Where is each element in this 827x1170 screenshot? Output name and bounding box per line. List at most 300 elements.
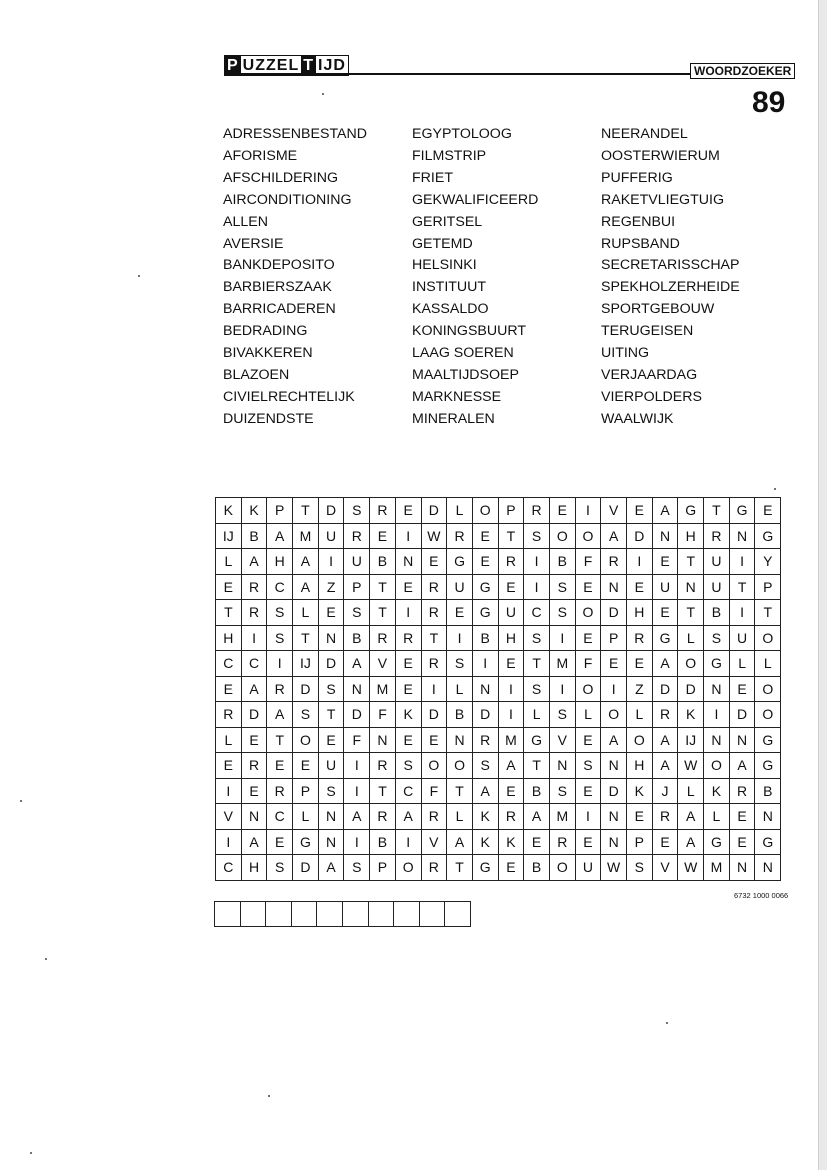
word-list-item: PUFFERIG [601,169,673,186]
scan-speck [20,800,22,802]
grid-row [216,727,781,753]
grid-cell: O [704,753,730,779]
grid-row [216,523,781,549]
grid-cell: L [293,804,319,830]
grid-cell: E [216,676,242,702]
grid-cell: R [370,498,396,524]
grid-cell: N [755,855,781,881]
answer-box[interactable] [445,902,471,927]
word-list-column-3 [601,124,740,431]
grid-cell: D [421,498,447,524]
grid-cell: E [729,804,755,830]
grid-cell: R [421,804,447,830]
grid-cell: I [395,829,421,855]
answer-box[interactable] [368,902,394,927]
grid-cell: L [575,702,601,728]
grid-cell: P [293,778,319,804]
grid-cell: M [498,727,524,753]
grid-cell: P [627,829,653,855]
grid-cell: D [293,855,319,881]
grid-cell: R [241,574,267,600]
grid-cell: L [447,676,473,702]
grid-cell: A [498,753,524,779]
brand-text-uzzel: UZZEL [242,56,300,74]
grid-cell: R [421,600,447,626]
grid-cell: B [524,778,550,804]
grid-cell: U [652,574,678,600]
grid-cell: G [704,829,730,855]
grid-cell: D [652,676,678,702]
word-list-item: MARKNESSE [412,388,502,405]
grid-cell: I [498,702,524,728]
word-list-item: DUIZENDSTE [223,410,314,427]
grid-cell: R [421,651,447,677]
word-list-item: HELSINKI [412,257,477,274]
grid-cell: R [601,549,627,575]
word-list-item: RAKETVLIEGTUIG [601,191,724,208]
grid-cell: N [652,523,678,549]
grid-cell: S [524,523,550,549]
answer-box[interactable] [215,902,241,927]
grid-cell: N [601,574,627,600]
grid-cell: O [755,676,781,702]
grid-row [216,804,781,830]
grid-cell: IJ [678,727,704,753]
grid-cell: I [575,498,601,524]
grid-cell: R [370,753,396,779]
grid-cell: N [601,804,627,830]
grid-cell: E [241,727,267,753]
scan-speck [666,1022,668,1024]
grid-cell: L [216,549,242,575]
grid-cell: I [344,829,370,855]
grid-cell: E [627,651,653,677]
grid-cell: N [395,549,421,575]
grid-cell: T [447,778,473,804]
grid-cell: S [344,600,370,626]
grid-cell: K [498,829,524,855]
grid-cell: E [575,727,601,753]
grid-cell: I [421,676,447,702]
grid-cell: H [627,753,653,779]
grid-cell: E [575,829,601,855]
grid-cell: E [370,523,396,549]
grid-cell: O [395,855,421,881]
grid-cell: N [601,753,627,779]
grid-cell: B [344,625,370,651]
word-list-item: GETEMD [412,235,473,252]
word-list-item: FRIET [412,169,453,186]
word-list-item: SPORTGEBOUW [601,301,715,318]
grid-cell: S [704,625,730,651]
grid-cell: C [524,600,550,626]
grid-cell: Y [755,549,781,575]
grid-cell: T [447,855,473,881]
word-list-item: VERJAARDAG [601,366,698,383]
grid-cell: S [267,600,293,626]
grid-cell: U [704,574,730,600]
grid-cell: H [267,549,293,575]
grid-cell: IJ [216,523,242,549]
grid-cell: G [472,574,498,600]
grid-cell: Z [627,676,653,702]
grid-cell: W [678,855,704,881]
grid-cell: E [395,498,421,524]
grid-cell: D [472,702,498,728]
grid-cell: H [216,625,242,651]
grid-cell: G [652,625,678,651]
grid-cell: D [293,676,319,702]
grid-cell: P [370,855,396,881]
grid-cell: I [524,574,550,600]
grid-cell: I [395,600,421,626]
grid-cell: N [241,804,267,830]
grid-cell: H [678,523,704,549]
grid-cell: C [267,804,293,830]
grid-cell: E [729,829,755,855]
grid-cell: I [241,625,267,651]
grid-cell: G [755,829,781,855]
grid-cell: B [472,625,498,651]
grid-cell: E [498,574,524,600]
scan-speck [138,275,140,277]
grid-cell: A [293,549,319,575]
scan-speck [268,1095,270,1097]
grid-cell: E [293,753,319,779]
grid-cell: E [421,727,447,753]
grid-cell: A [678,804,704,830]
grid-cell: E [549,498,575,524]
grid-cell: L [729,651,755,677]
grid-cell: N [318,829,344,855]
grid-cell: G [755,753,781,779]
grid-cell: D [601,778,627,804]
grid-cell: L [755,651,781,677]
grid-cell: R [395,625,421,651]
grid-cell: T [755,600,781,626]
answer-boxes [214,901,471,927]
grid-cell: B [549,549,575,575]
scan-speck [30,1152,32,1154]
grid-cell: N [729,727,755,753]
grid-cell: K [627,778,653,804]
grid-cell: R [267,778,293,804]
grid-cell: T [293,625,319,651]
answer-box[interactable] [266,902,292,927]
word-list-item: REGENBUI [601,213,676,230]
grid-cell: Z [318,574,344,600]
grid-cell: D [241,702,267,728]
grid-cell: E [575,625,601,651]
grid-cell: U [318,753,344,779]
word-list-item: SPEKHOLZERHEIDE [601,279,740,296]
grid-cell: E [627,804,653,830]
grid-cell: T [370,574,396,600]
grid-cell: R [370,804,396,830]
grid-cell: E [395,676,421,702]
grid-cell: L [447,498,473,524]
grid-cell: N [755,804,781,830]
word-list-item: BANKDEPOSITO [223,257,335,274]
grid-cell: F [575,549,601,575]
grid-cell: A [344,651,370,677]
word-list-item: VIERPOLDERS [601,388,702,405]
grid-cell: R [524,498,550,524]
grid-cell: A [729,753,755,779]
answer-box[interactable] [291,902,317,927]
grid-cell: I [627,549,653,575]
grid-cell: A [267,523,293,549]
grid-row [216,574,781,600]
grid-cell: N [729,523,755,549]
grid-cell: R [216,702,242,728]
grid-cell: E [652,549,678,575]
grid-cell: E [318,727,344,753]
grid-cell: A [524,804,550,830]
grid-cell: G [472,855,498,881]
word-list-item: AVERSIE [223,235,284,252]
grid-cell: T [704,498,730,524]
grid-cell: E [498,855,524,881]
grid-cell: R [652,804,678,830]
answer-box[interactable] [317,902,343,927]
grid-cell: I [729,600,755,626]
brand-text-ijd: IJD [318,56,346,74]
grid-cell: T [370,600,396,626]
grid-cell: P [601,625,627,651]
grid-cell: R [344,523,370,549]
grid-cell: U [318,523,344,549]
answer-box[interactable] [240,902,266,927]
grid-cell: R [627,625,653,651]
grid-cell: K [472,804,498,830]
grid-cell: I [575,804,601,830]
word-list-item: GERITSEL [412,213,483,230]
grid-cell: O [755,625,781,651]
grid-cell: N [549,753,575,779]
grid-cell: B [704,600,730,626]
grid-cell: V [216,804,242,830]
grid-row [216,651,781,677]
grid-cell: B [370,549,396,575]
grid-cell: I [729,549,755,575]
grid-cell: T [293,498,319,524]
grid-cell: V [421,829,447,855]
word-list-item: BLAZOEN [223,366,290,383]
grid-cell: I [267,651,293,677]
word-list-item: MAALTIJDSOEP [412,366,519,383]
grid-row [216,778,781,804]
brand-letter-p: P [227,56,239,74]
grid-cell: G [524,727,550,753]
grid-cell: O [575,523,601,549]
grid-cell: A [601,727,627,753]
grid-cell: L [216,727,242,753]
grid-cell: M [549,651,575,677]
grid-cell: E [627,498,653,524]
answer-box[interactable] [342,902,368,927]
grid-row [216,625,781,651]
word-list-item: NEERANDEL [601,126,688,142]
grid-cell: T [421,625,447,651]
grid-cell: E [575,778,601,804]
grid-cell: D [318,651,344,677]
word-list-item: TERUGEISEN [601,323,694,340]
grid-cell: G [704,651,730,677]
word-list-column-1 [223,124,367,431]
answer-box[interactable] [419,902,445,927]
grid-row [216,676,781,702]
grid-row [216,855,781,881]
grid-cell: I [318,549,344,575]
grid-cell: A [652,727,678,753]
grid-cell: R [241,753,267,779]
grid-cell: E [575,574,601,600]
grid-cell: I [344,753,370,779]
grid-cell: A [267,702,293,728]
word-list-column-2 [412,124,538,431]
grid-cell: T [370,778,396,804]
grid-cell: R [498,804,524,830]
grid-cell: U [498,600,524,626]
grid-cell: N [370,727,396,753]
grid-cell: U [344,549,370,575]
word-list-item: SECRETARISSCHAP [601,257,740,274]
grid-cell: K [472,829,498,855]
word-list-item: BEDRADING [223,323,308,340]
grid-cell: G [447,549,473,575]
grid-cell: E [267,753,293,779]
grid-cell: E [395,727,421,753]
grid-cell: N [678,574,704,600]
grid-cell: P [344,574,370,600]
grid-cell: N [704,727,730,753]
grid-cell: E [601,651,627,677]
grid-cell: L [447,804,473,830]
grid-cell: V [601,498,627,524]
word-list-item: GEKWALIFICEERD [412,191,539,208]
answer-box[interactable] [394,902,420,927]
grid-cell: E [395,651,421,677]
word-list-item: BARRICADEREN [223,301,336,318]
grid-cell: R [421,574,447,600]
grid-cell: S [524,625,550,651]
grid-cell: R [729,778,755,804]
grid-cell: A [652,498,678,524]
grid-cell: S [549,702,575,728]
grid-cell: E [395,574,421,600]
grid-cell: T [678,549,704,575]
grid-cell: N [447,727,473,753]
grid-cell: K [704,778,730,804]
grid-cell: T [216,600,242,626]
grid-cell: O [575,600,601,626]
grid-cell: R [370,625,396,651]
grid-cell: A [293,574,319,600]
grid-cell: S [627,855,653,881]
grid-cell: I [472,651,498,677]
grid-cell: E [216,753,242,779]
grid-cell: I [344,778,370,804]
grid-cell: E [652,600,678,626]
grid-cell: S [395,753,421,779]
grid-cell: N [472,676,498,702]
puzzle-type-label: WOORDZOEKER [690,63,795,79]
word-list-item: BIVAKKEREN [223,345,313,362]
grid-cell: H [241,855,267,881]
grid-cell: U [575,855,601,881]
grid-cell: S [267,625,293,651]
grid-cell: C [267,574,293,600]
grid-cell: U [704,549,730,575]
grid-cell: E [652,829,678,855]
grid-cell: A [472,778,498,804]
word-list-item: AIRCONDITIONING [223,191,352,208]
grid-row [216,829,781,855]
grid-cell: T [524,753,550,779]
grid-cell: G [678,498,704,524]
grid-cell: V [370,651,396,677]
grid-cell: R [421,855,447,881]
grid-cell: S [549,574,575,600]
grid-cell: N [704,676,730,702]
word-list-item: OOSTERWIERUM [601,147,720,164]
grid-cell: I [447,625,473,651]
grid-row [216,549,781,575]
grid-cell: F [370,702,396,728]
grid-cell: T [267,727,293,753]
grid-cell: N [344,676,370,702]
scan-speck [774,488,776,490]
word-list-item: UITING [601,345,650,362]
grid-cell: M [293,523,319,549]
grid-cell: E [472,549,498,575]
grid-cell: V [549,727,575,753]
grid-cell: A [241,549,267,575]
grid-cell: B [370,829,396,855]
grid-cell: S [344,855,370,881]
grid-cell: E [447,600,473,626]
grid-cell: E [498,651,524,677]
grid-cell: G [729,498,755,524]
grid-cell: L [678,625,704,651]
grid-cell: C [216,855,242,881]
grid-cell: R [652,702,678,728]
grid-cell: I [216,829,242,855]
grid-row [216,498,781,524]
scan-speck [322,93,324,95]
grid-cell: T [729,574,755,600]
grid-cell: S [549,600,575,626]
grid-cell: P [267,498,293,524]
grid-cell: L [678,778,704,804]
grid-cell: C [241,651,267,677]
grid-cell: E [627,574,653,600]
word-list-item: WAALWIJK [601,410,674,427]
word-list-item: EGYPTOLOOG [412,126,512,142]
grid-cell: O [575,676,601,702]
grid-cell: L [627,702,653,728]
grid-cell: K [216,498,242,524]
grid-cell: A [601,523,627,549]
grid-cell: G [293,829,319,855]
grid-cell: R [704,523,730,549]
grid-cell: R [447,523,473,549]
grid-cell: N [318,625,344,651]
grid-cell: S [318,778,344,804]
grid-cell: C [395,778,421,804]
grid-cell: R [549,829,575,855]
